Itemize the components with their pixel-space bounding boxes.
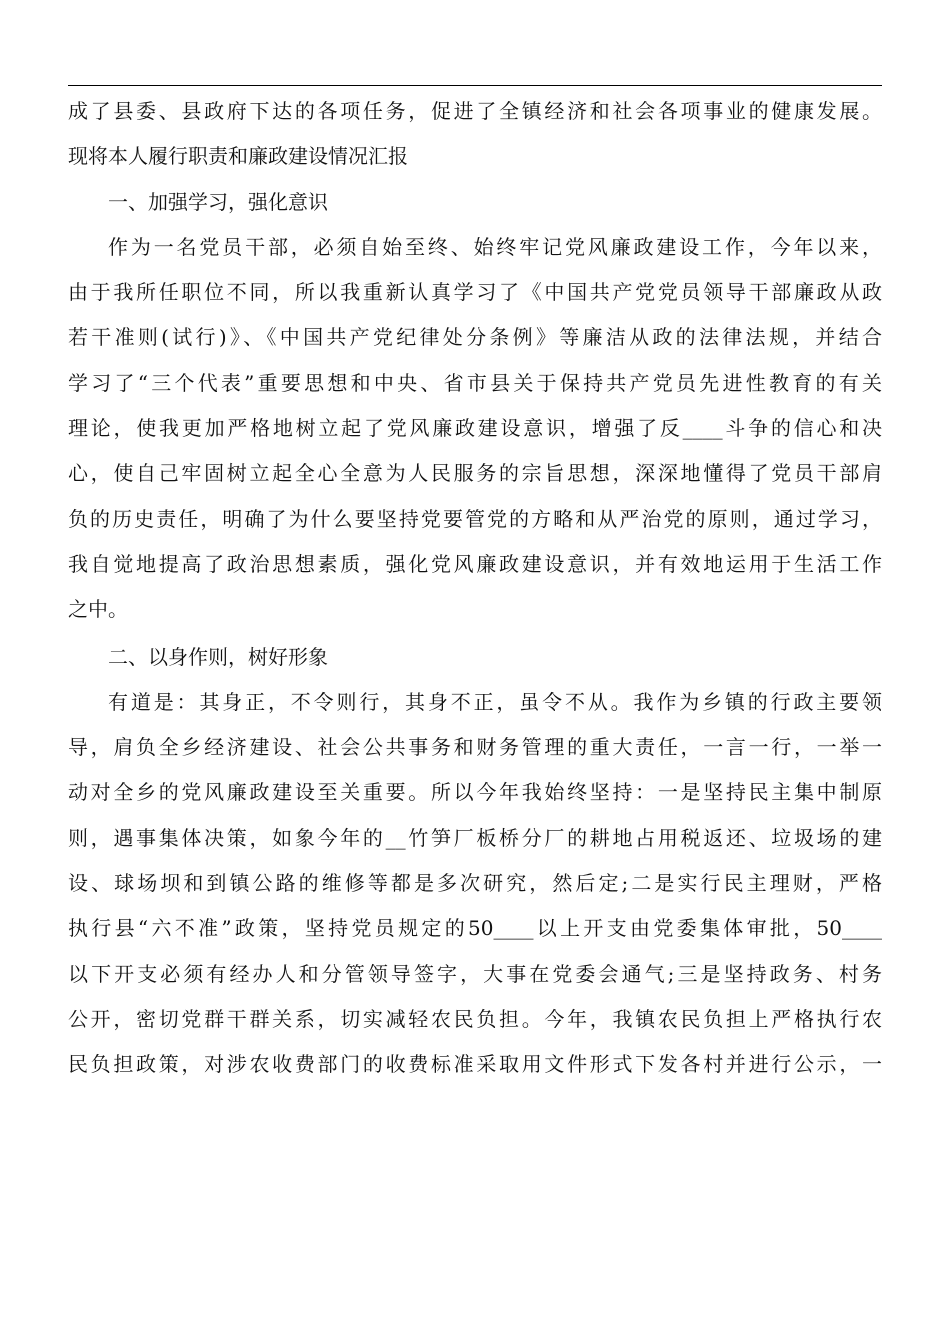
text-line: 民负担政策，对涉农收费部门的收费标准采取用文件形式下发各村并进行公示，一 [68,1052,882,1077]
header-rule [68,85,882,86]
document-body [68,89,882,1088]
text-line: 有道是：其身正，不令则行，其身不正，虽令不从。我作为乡镇的行政主要领 [108,689,882,714]
text-line: 现将本人履行职责和廉政建设情况汇报 [68,144,408,169]
text-line: 学习了“三个代表”重要思想和中央、省市县关于保持共产党员先进性教育的有关 [68,370,882,395]
text-line: 负的历史责任，明确了为什么要坚持党要管党的方略和从严治党的原则，通过学习， [68,506,882,531]
text-line: 我自觉地提高了政治思想素质，强化党风廉政建设意识，并有效地运用于生活工作 [68,551,882,576]
text-line: 之中。 [68,597,128,622]
text-line: 动对全乡的党风廉政建设至关重要。所以今年我始终坚持：一是坚持民主集中制原 [68,780,882,805]
text-line: 执行县“六不准”政策，坚持党员规定的50____以上开支由党委集体审批，50____ [68,916,882,941]
text-line: 设、球场坝和到镇公路的维修等都是多次研究，然后定;二是实行民主理财，严格 [68,871,882,896]
text-line: 导，肩负全乡经济建设、社会公共事务和财务管理的重大责任，一言一行，一举一 [68,735,882,760]
text-line: 公开，密切党群干群关系，切实减轻农民负担。今年，我镇农民负担上严格执行农 [68,1006,882,1031]
section-heading: 一、加强学习，强化意识 [108,189,328,214]
text-line: 心，使自己牢固树立起全心全意为人民服务的宗旨思想，深深地懂得了党员干部肩 [68,461,882,486]
text-line: 成了县委、县政府下达的各项任务，促进了全镇经济和社会各项事业的健康发展。 [68,99,882,123]
text-line: 若干准则(试行)》、《中国共产党纪律处分条例》等廉洁从政的法律法规，并结合 [68,325,882,350]
text-line: 由于我所任职位不同，所以我重新认真学习了《中国共产党党员领导干部廉政从政 [68,280,882,305]
section-heading: 二、以身作则，树好形象 [108,644,328,669]
text-line: 作为一名党员干部，必须自始至终、始终牢记党风廉政建设工作，今年以来， [108,234,882,259]
text-line: 则，遇事集体决策，如象今年的__竹笋厂板桥分厂的耕地占用税返还、垃圾场的建 [68,825,882,850]
text-line: 理论，使我更加严格地树立起了党风廉政建设意识，增强了反____斗争的信心和决 [68,416,882,441]
text-line: 以下开支必须有经办人和分管领导签字，大事在党委会通气;三是坚持政务、村务 [68,961,882,986]
